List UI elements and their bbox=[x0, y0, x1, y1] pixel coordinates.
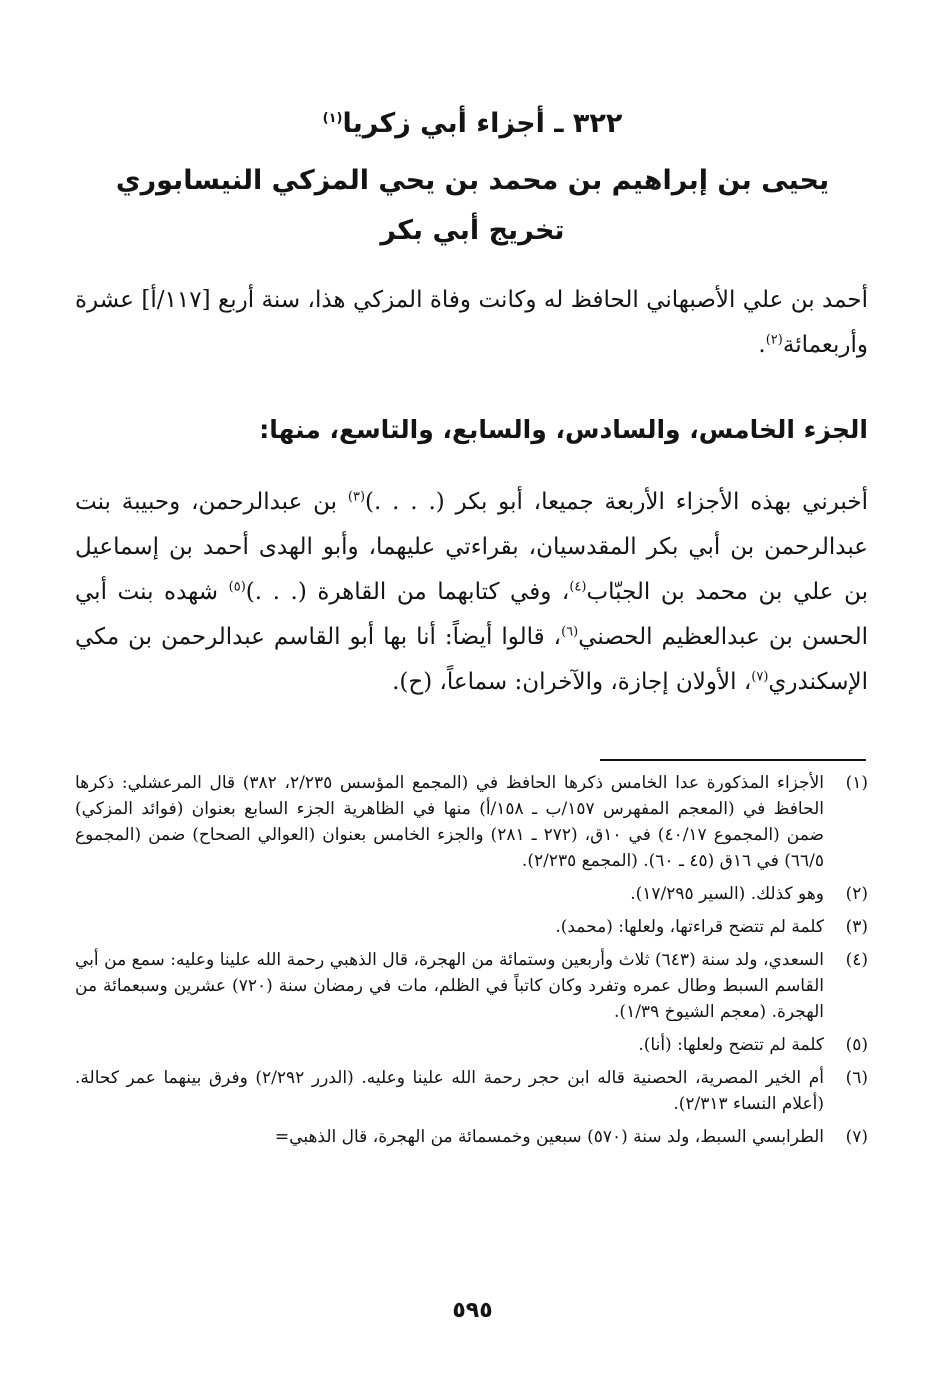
footnote-ref: (٧) bbox=[751, 669, 769, 685]
main-text: ، وفي كتابهما من القاهرة (. . .) bbox=[245, 579, 570, 605]
author-name-heading: يحيى بن إبراهيم بن محمد بن يحي المزكي النيسابوري bbox=[115, 165, 830, 196]
footnote-text: الطرابسي السبط، ولد سنة (٥٧٠) سبعين وخمسمائة من الهجرة، قال الذهبي= bbox=[274, 1127, 824, 1147]
footnote-separator bbox=[600, 759, 866, 761]
entry-number-title bbox=[80, 108, 865, 139]
intro-text: أحمد بن علي الأصبهاني الحافظ له وكانت وفاة المزكي هذا، سنة أربع [١١٧/أ] عشرة وأربعمائة bbox=[75, 287, 869, 358]
footnote-number: (٤) bbox=[845, 950, 868, 970]
footnote-number: (٣) bbox=[845, 917, 868, 937]
footnote-text: وهو كذلك. (السير ١٧/٢٩٥). bbox=[630, 884, 824, 904]
intro-end: . bbox=[758, 332, 766, 358]
entry-title-text: ٣٢٢ ـ أجزاء أبي زكريا bbox=[342, 108, 623, 139]
footnote-number: (٦) bbox=[845, 1068, 868, 1088]
footnote-item bbox=[75, 1065, 868, 1117]
footnote-ref: (٥) bbox=[228, 579, 246, 595]
footnote-number: (٧) bbox=[845, 1127, 868, 1147]
footnote-ref: (٣) bbox=[347, 489, 366, 505]
footnote-item bbox=[75, 881, 868, 907]
footnotes-list bbox=[75, 770, 868, 1157]
footnote-ref: (٦) bbox=[561, 624, 579, 640]
footnote-number: (٥) bbox=[845, 1035, 868, 1055]
intro-paragraph bbox=[75, 278, 868, 368]
footnote-number: (٢) bbox=[845, 884, 868, 904]
footnote-ref: (١) bbox=[322, 111, 343, 126]
compiler-heading: تخريج أبي بكر bbox=[380, 215, 565, 246]
footnote-item bbox=[75, 947, 868, 1025]
footnote-item bbox=[75, 914, 868, 940]
main-text: ، الأولان إجازة، والآخران: سماعاً، (ح). bbox=[392, 669, 752, 695]
footnote-text: أم الخير المصرية، الحصنية قاله ابن حجر رحمة الله علينا وعليه. (الدرر ٢/٢٩٢) وفرق بينهما عمر كحالة. (أعلام النساء ٢/٣١٣). bbox=[75, 1068, 824, 1114]
footnote-text: السعدي، ولد سنة (٦٤٣) ثلاث وأربعين وستمائة من الهجرة، قال الذهبي رحمة الله علينا وعليه: سمع من أبي القاسم السبط وطال عمره وتفرد وكان كاتباً في الظلم، مات في رمضان سنة (٧٢٠) عشرين وسبعمائة من الهجرة. (معجم الشيوخ ١/٣٩). bbox=[75, 950, 824, 1022]
main-text: ، قالوا أيضاً: أنا بها أبو القاسم عبدالرحمن بن مكي الإسكندري bbox=[75, 624, 868, 695]
footnote-item bbox=[75, 1032, 868, 1058]
page-number: ٥٩٥ bbox=[452, 1298, 493, 1323]
footnote-ref: (٢) bbox=[765, 332, 783, 348]
footnote-item bbox=[75, 770, 868, 874]
main-text: بن عبدالرحمن، وحبيبة بنت عبدالرحمن بن أبي بكر المقدسيان، بقراءتي عليهما، وأبو الهدى أحمد بن إسماعيل بن علي بن محمد بن الجبّاب bbox=[75, 489, 868, 605]
main-text: أخبرني بهذه الأجزاء الأربعة جميعا، أبو بكر (. . . .) bbox=[365, 489, 868, 515]
main-text: شهده بنت أبي الحسن بن عبدالعظيم الحصني bbox=[75, 579, 868, 650]
footnote-number: (١) bbox=[845, 773, 868, 793]
footnote-text: الأجزاء المذكورة عدا الخامس ذكرها الحافظ في (المجمع المؤسس ٢/٢٣٥، ٣٨٢) قال المرعشلي: ذكرها الحافظ في (المعجم المفهرس ١٥٧/ب ـ ١٥٨/أ) منها في الظاهرية الجزء السابع بعنوان (فوائد المزكي) ضمن (المجموع ٤٠/١٧) في ١٠ق، (٢٧٢ ـ ٢٨١) والجزء الخامس بعنوان (العوالي الصحاح) ضمن (المجموع ٦٦/٥) في ١٦ق (٤٥ ـ ٦٠). (المجمع ٢/٢٣٥). bbox=[75, 773, 824, 871]
main-paragraph bbox=[75, 480, 868, 705]
section-heading: الجزء الخامس، والسادس، والسابع، والتاسع، منها: bbox=[259, 415, 868, 444]
footnote-text: كلمة لم تتضح قراءتها، ولعلها: (محمد). bbox=[555, 917, 824, 937]
footnote-ref: (٤) bbox=[569, 579, 587, 595]
footnote-item bbox=[75, 1124, 868, 1150]
footnote-text: كلمة لم تتضح ولعلها: (أنا). bbox=[638, 1035, 824, 1055]
